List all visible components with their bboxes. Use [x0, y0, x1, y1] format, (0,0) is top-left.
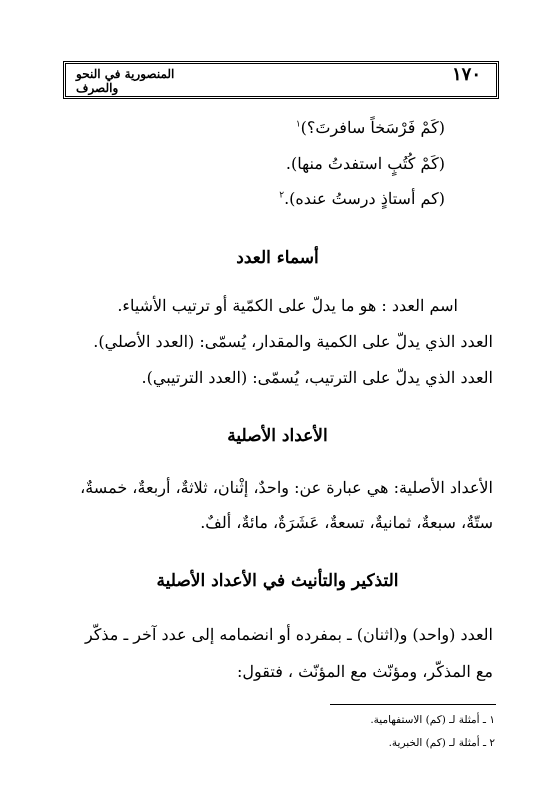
body-line: العدد (واحد) و(اثنان) ـ بمفرده أو انضمامه إلى عدد آخر ـ مذكّر	[84, 625, 493, 644]
section-heading: التذكير والتأنيث في الأعداد الأصلية	[156, 571, 399, 591]
body-line: العدد الذي يدلّ على الكمية والمقدار، يُسمّى: (العدد الأصلي).	[93, 332, 493, 351]
body-line: العدد الذي يدلّ على الترتيب، يُسمّى: (العدد الترتيبي).	[141, 368, 493, 387]
page-number: ١٧٠	[452, 64, 482, 85]
example-line: (كَمْ فَرْسَخاً سافرتَ؟)$^١$	[295, 118, 445, 137]
body-line: مع المذكّر، ومؤنّث مع المؤنّث ، فتقول:	[236, 662, 493, 681]
footnote-divider	[330, 704, 496, 705]
footnote: ١ ـ أمثلة لـ (كم) الاستفهامية.	[370, 714, 495, 726]
section-heading: أسماء العدد	[236, 248, 319, 268]
running-head-title: المنصورية في النحو والصرف	[76, 67, 175, 95]
example-line: (كَمْ كُتُبٍ استفدتُ منها).	[285, 154, 445, 173]
body-line: الأعداد الأصلية: هي عبارة عن: واحدٌ، إثْنان، ثلاثةٌ، أربعةٌ، خمسةٌ،	[80, 478, 493, 497]
section-heading: الأعداد الأصلية	[227, 426, 328, 446]
footnote-marker: ٢	[279, 190, 285, 201]
body-line: اسم العدد : هو ما يدلّ على الكمّية أو ترتيب الأشياء.	[117, 296, 458, 315]
body-line: ستّةٌ، سبعةٌ، ثمانيةٌ، تسعةٌ، عَشَرَةٌ، مائةٌ، ألفٌ.	[200, 513, 493, 532]
footnote-marker: ١	[295, 119, 301, 130]
example-line: (كم أستاذٍ درستُ عنده).$^٢$	[279, 189, 445, 208]
footnote: ٢ ـ أمثلة لـ (كم) الخبرية.	[388, 737, 495, 749]
